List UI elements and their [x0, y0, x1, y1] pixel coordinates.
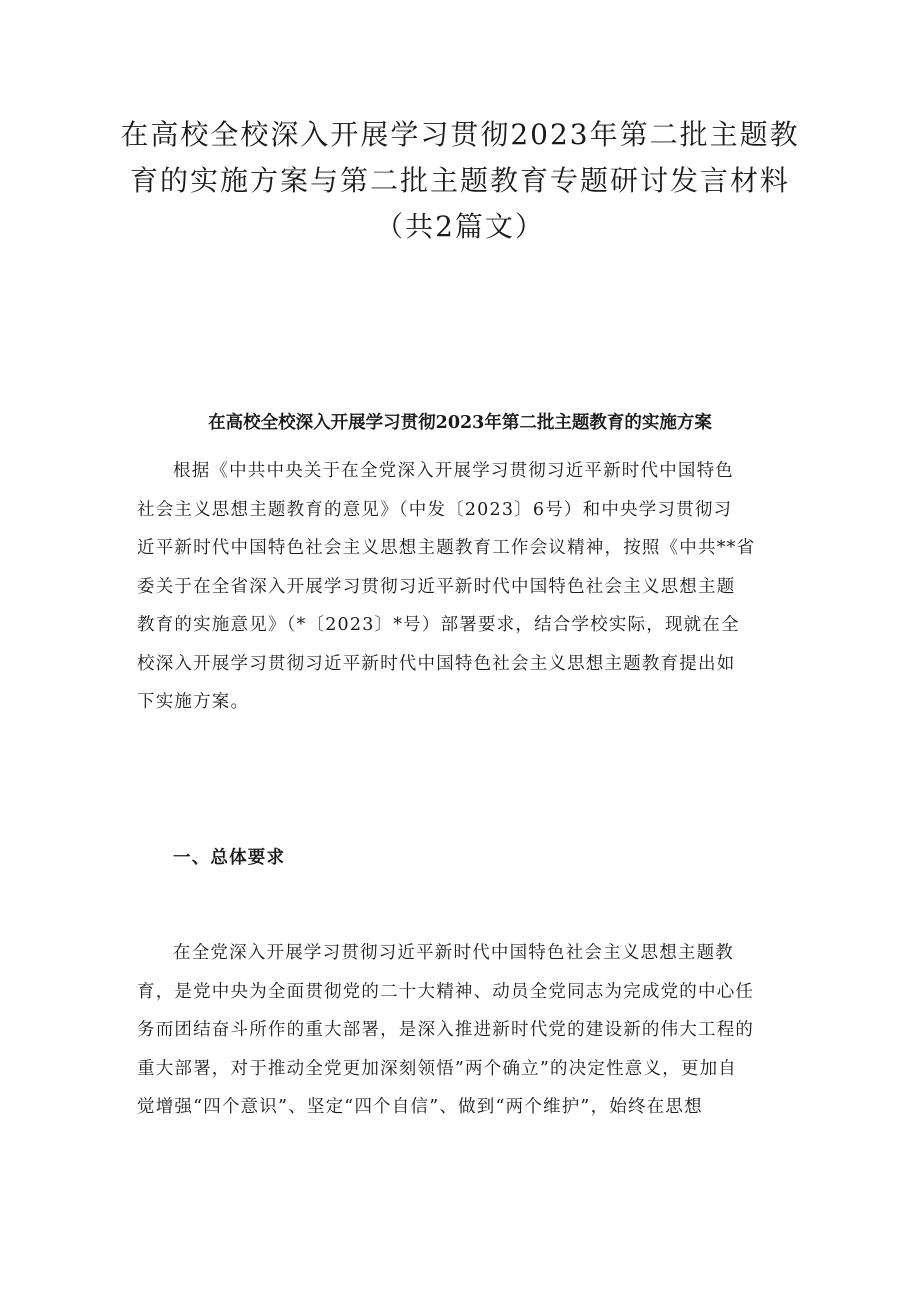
paragraph-line: 根据《中共中央关于在全党深入开展学习贯彻习近平新时代中国特色	[173, 461, 734, 481]
paragraph-line: 下实施方案。	[137, 692, 250, 712]
document-title-line: 育的实施方案与第二批主题教育专题研讨发言材料	[129, 164, 790, 197]
paragraph-line: 近平新时代中国特色社会主义思想主题教育工作会议精神，按照《中共**省	[137, 538, 756, 558]
paragraph-line: 觉增强“四个意识”、坚定“四个自信”、做到“两个维护”，始终在思想	[137, 1097, 703, 1117]
paragraph-line: 校深入开展学习贯彻习近平新时代中国特色社会主义思想主题教育提出如	[137, 653, 736, 674]
document-title-line: 在高校全校深入开展学习贯彻2023年第二批主题教	[120, 118, 800, 151]
heading-general-requirements: 一、总体要求	[173, 848, 286, 868]
paragraph-line: 务而团结奋斗所作的重大部署，是深入推进新时代党的建设新的伟大工程的	[137, 1020, 755, 1040]
document-title	[120, 112, 800, 250]
paragraph-line: 委关于在全省深入开展学习贯彻习近平新时代中国特色社会主义思想主题	[137, 576, 736, 597]
paragraph-line: 育，是党中央为全面贯彻党的二十大精神、动员全党同志为完成党的中心任	[137, 981, 755, 1002]
paragraph-intro	[137, 452, 789, 722]
section-title: 在高校全校深入开展学习贯彻2023年第二批主题教育的实施方案	[208, 413, 712, 433]
paragraph-line: 教育的实施意见》（*〔2023〕*号）部署要求，结合学校实际，现就在全	[137, 615, 740, 635]
document-title-line: （共2篇文）	[375, 210, 545, 243]
paragraph-line: 重大部署，对于推动全党更加深刻领悟”两个确立”的决定性意义，更加自	[137, 1058, 737, 1079]
paragraph-general-requirements	[137, 934, 789, 1127]
paragraph-line: 在全党深入开展学习贯彻习近平新时代中国特色社会主义思想主题教	[173, 943, 734, 963]
paragraph-line: 社会主义思想主题教育的意见》（中发〔2023〕6号）和中央学习贯彻习	[137, 499, 733, 520]
